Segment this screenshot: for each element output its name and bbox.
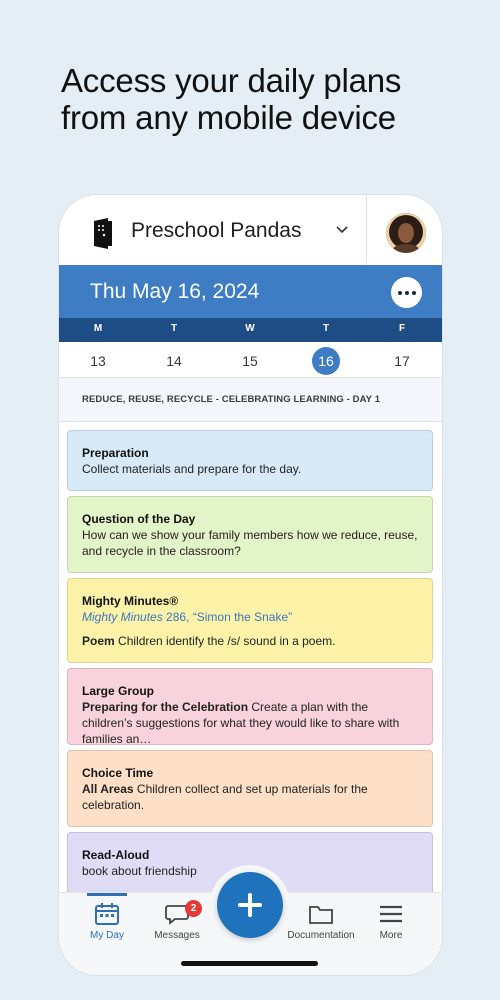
- card-body-text: Children identify the /s/ sound in a poem.: [114, 634, 336, 648]
- home-indicator[interactable]: [181, 961, 318, 966]
- date-16-selected[interactable]: 16: [312, 347, 340, 375]
- divider: [366, 195, 367, 265]
- card-mighty-minutes[interactable]: [67, 578, 433, 663]
- card-bold-label: Poem: [82, 634, 115, 648]
- nav-label: Documentation: [287, 930, 355, 941]
- card-bold-label: All Areas: [82, 782, 134, 796]
- folder-icon: [308, 902, 334, 926]
- card-body: book about friendship: [82, 864, 197, 878]
- theme-banner: [59, 378, 442, 422]
- add-button[interactable]: [217, 872, 283, 938]
- door-icon: [92, 218, 114, 249]
- weekday-label: T: [322, 323, 330, 334]
- headline-line-1: Access your daily plans: [61, 62, 402, 99]
- card-body: [82, 633, 419, 649]
- dot-icon: [412, 291, 416, 295]
- nav-label: More: [379, 930, 403, 941]
- phone-frame: [59, 195, 442, 975]
- chevron-down-icon[interactable]: [335, 225, 349, 235]
- card-large-group[interactable]: [67, 668, 433, 745]
- date-13[interactable]: 13: [90, 353, 106, 369]
- card-title: Mighty Minutes®: [82, 594, 179, 608]
- date-14[interactable]: 14: [166, 353, 182, 369]
- top-bar: [59, 195, 442, 265]
- date-title: Thu May 16, 2024: [90, 280, 260, 303]
- card-choice-time[interactable]: [67, 750, 433, 827]
- nav-more[interactable]: [351, 902, 431, 941]
- theme-title: REDUCE, REUSE, RECYCLE - CELEBRATING LEARNING - DAY 1: [82, 394, 381, 405]
- card-title: Choice Time: [82, 766, 154, 780]
- headline-line-2: from any mobile device: [61, 99, 396, 136]
- link-text: 286, “Simon the Snake”: [162, 610, 293, 624]
- card-question-of-the-day[interactable]: [67, 496, 433, 573]
- active-indicator: [87, 893, 127, 896]
- messages-badge: 2: [185, 900, 202, 917]
- nav-label: My Day: [90, 930, 124, 941]
- card-title: Read-Aloud: [82, 848, 150, 862]
- nav-messages[interactable]: [137, 902, 217, 941]
- weekday-label: T: [170, 323, 178, 334]
- dot-icon: [398, 291, 402, 295]
- date-15[interactable]: 15: [242, 353, 258, 369]
- menu-icon: [378, 902, 404, 926]
- weekday-row: [59, 318, 442, 342]
- card-body: [82, 781, 419, 813]
- card-title: Preparation: [82, 446, 149, 460]
- date-header: [59, 265, 442, 318]
- nav-my-day[interactable]: [67, 902, 147, 941]
- weekday-label: W: [245, 323, 255, 334]
- card-body-text: Children collect and set up materials for the celebration.: [82, 782, 368, 812]
- date-row: [59, 342, 442, 378]
- weekday-label: F: [398, 323, 406, 334]
- headline: [61, 62, 481, 136]
- card-preparation[interactable]: [67, 430, 433, 491]
- school-selector[interactable]: Preschool Pandas: [131, 219, 302, 242]
- date-17[interactable]: 17: [394, 353, 410, 369]
- link-italic: Mighty Minutes: [82, 610, 163, 624]
- card-body: Collect materials and prepare for the day.: [82, 462, 302, 476]
- card-title: Question of the Day: [82, 512, 196, 526]
- card-body-text: Create a plan with the children’s suggestions for what they would like to share with families an…: [82, 700, 400, 746]
- nav-label: Messages: [154, 930, 200, 941]
- mighty-minutes-link[interactable]: [82, 609, 419, 625]
- card-body: How can we show your family members how we reduce, reuse, and recycle in the classroom?: [82, 528, 418, 558]
- dot-icon: [405, 291, 409, 295]
- activity-list: [59, 422, 442, 892]
- card-body: [82, 699, 419, 747]
- calendar-icon: [94, 902, 120, 926]
- card-title: Large Group: [82, 684, 155, 698]
- avatar[interactable]: [386, 213, 426, 253]
- card-bold-label: Preparing for the Celebration: [82, 700, 249, 714]
- more-options-button[interactable]: [391, 277, 422, 308]
- weekday-label: M: [93, 323, 103, 334]
